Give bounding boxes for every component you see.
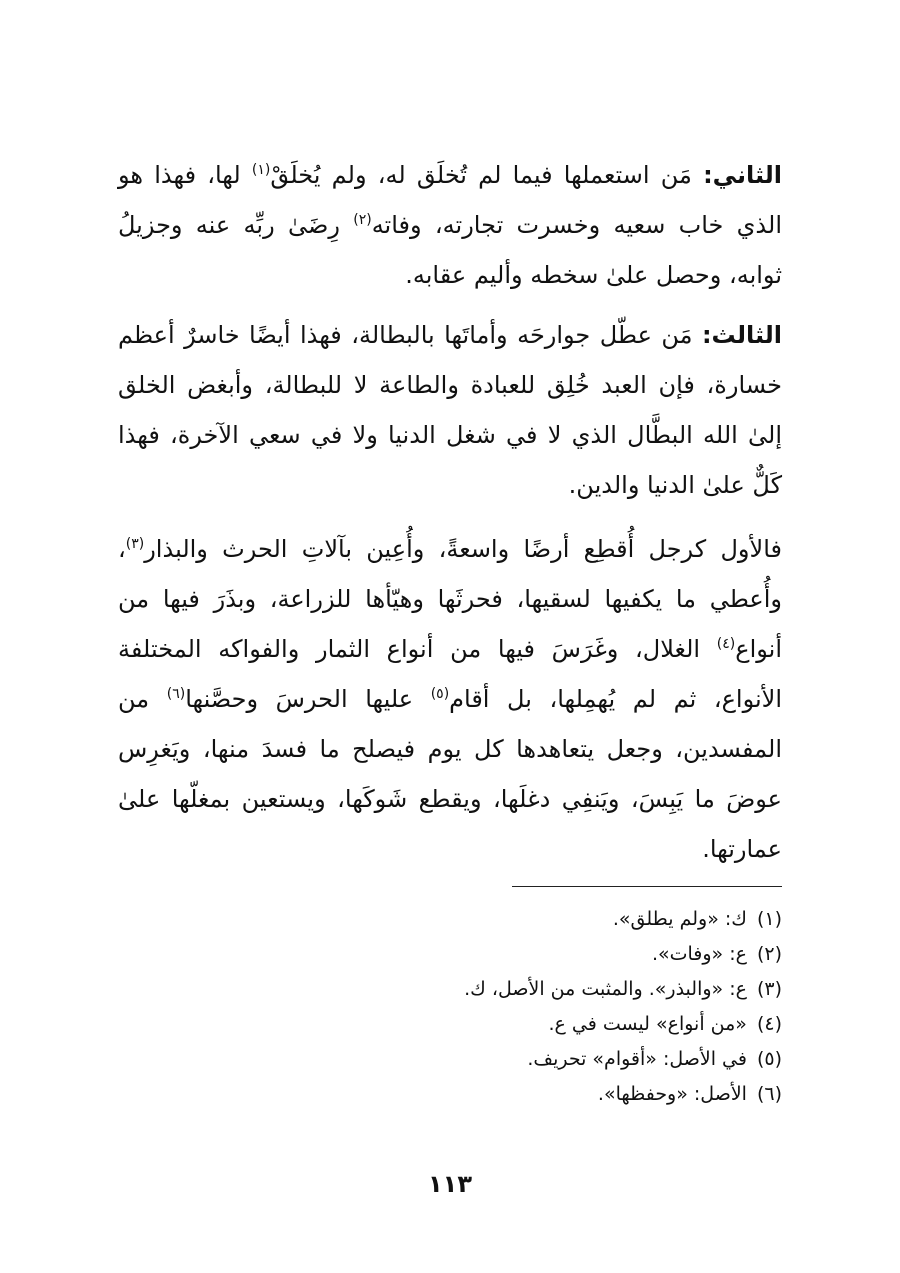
footnote-ref[interactable]: (١) (251, 162, 271, 178)
footnote-number: (١) (756, 908, 782, 930)
footnote-divider (512, 886, 782, 887)
paragraph-text: لها، فهذا هو الذي خاب سعيه وخسرت تجارته، وفاته (118, 161, 782, 239)
footnote-ref[interactable]: (٢) (353, 212, 372, 228)
footnote-text: ك: «ولم يطلق». (612, 908, 747, 930)
footnote-text: ع: «وفات». (651, 943, 747, 965)
footnote-number: (٣) (756, 978, 782, 1000)
paragraph-third (118, 310, 782, 510)
footnote-item (118, 1042, 782, 1077)
paragraph-second (118, 150, 782, 300)
paragraph-text: فالأول كرجل أُقطِع أرضًا واسعةً، وأُعِين بآلاتِ الحرث والبذار (144, 535, 782, 563)
footnote-ref[interactable]: (٥) (430, 686, 450, 702)
footnote-text: «من أنواع» ليست في ع. (548, 1013, 747, 1035)
footnote-number: (٢) (756, 943, 782, 965)
paragraph-text: من المفسدين، وجعل يتعاهدها كل يوم فيصلح ما فسدَ منها، ويَغرِس عوضَ ما يَبِسَ، ويَنفِي دغلَها، ويقطع شَوكَها، ويستعين بمغلّها علىٰ عمارتها. (118, 685, 782, 863)
paragraph-text: عليها الحرسَ وحصَّنها (185, 685, 431, 713)
paragraph-text: الغلال، وغَرَسَ فيها من أنواع الثمار والفواكه المختلفة الأنواع، ثم لم يُهمِلها، بل أقام (118, 635, 783, 713)
footnote-text: في الأصل: «أقوام» تحريف. (527, 1048, 747, 1070)
footnote-item (118, 1007, 782, 1042)
footnotes-list (118, 902, 782, 1112)
paragraph-text: مَن عطّل جوارحَه وأماتَها بالبطالة، فهذا أيضًا خاسرٌ أعظم خسارة، فإن العبد خُلِق للعبادة والطاعة لا للبطالة، وأبغض الخلق إلىٰ الله البطَّال الذي لا في شغل الدنيا ولا في سعي الآخرة، فهذا كَلٌّ علىٰ الدنيا والدين. (118, 321, 782, 499)
page-number: ١١٣ (428, 1170, 472, 1198)
footnote-number: (٤) (756, 1013, 782, 1035)
page-body (118, 150, 782, 884)
paragraph-text: رِضَىٰ ربِّه عنه وجزيلُ ثوابه، وحصل علىٰ سخطه وأليم عقابه. (118, 211, 782, 289)
footnote-ref[interactable]: (٤) (716, 636, 736, 652)
footnote-ref[interactable]: (٦) (166, 686, 186, 702)
footnote-item (118, 1077, 782, 1112)
paragraph-text: ، وأُعطي ما يكفيها لسقيها، فحرثَها وهيّأها للزراعة، وبذَرَ فيها من أنواع (118, 535, 782, 663)
footnote-text: ع: «والبذر». والمثبت من الأصل، ك. (464, 978, 747, 1000)
footnote-text: الأصل: «وحفظها». (597, 1083, 747, 1105)
paragraph-lead: الثالث: (701, 321, 782, 349)
footnote-number: (٦) (756, 1083, 782, 1105)
footnote-item (118, 972, 782, 1007)
paragraph-first-example (118, 524, 782, 874)
paragraph-lead: الثاني: (703, 161, 782, 189)
paragraph-text: مَن استعملها فيما لم تُخلَق له، ولم يُخلَقْ (270, 161, 704, 189)
footnote-number: (٥) (756, 1048, 782, 1070)
footnote-ref[interactable]: (٣) (125, 536, 145, 552)
footnote-item (118, 902, 782, 937)
footnote-item (118, 937, 782, 972)
